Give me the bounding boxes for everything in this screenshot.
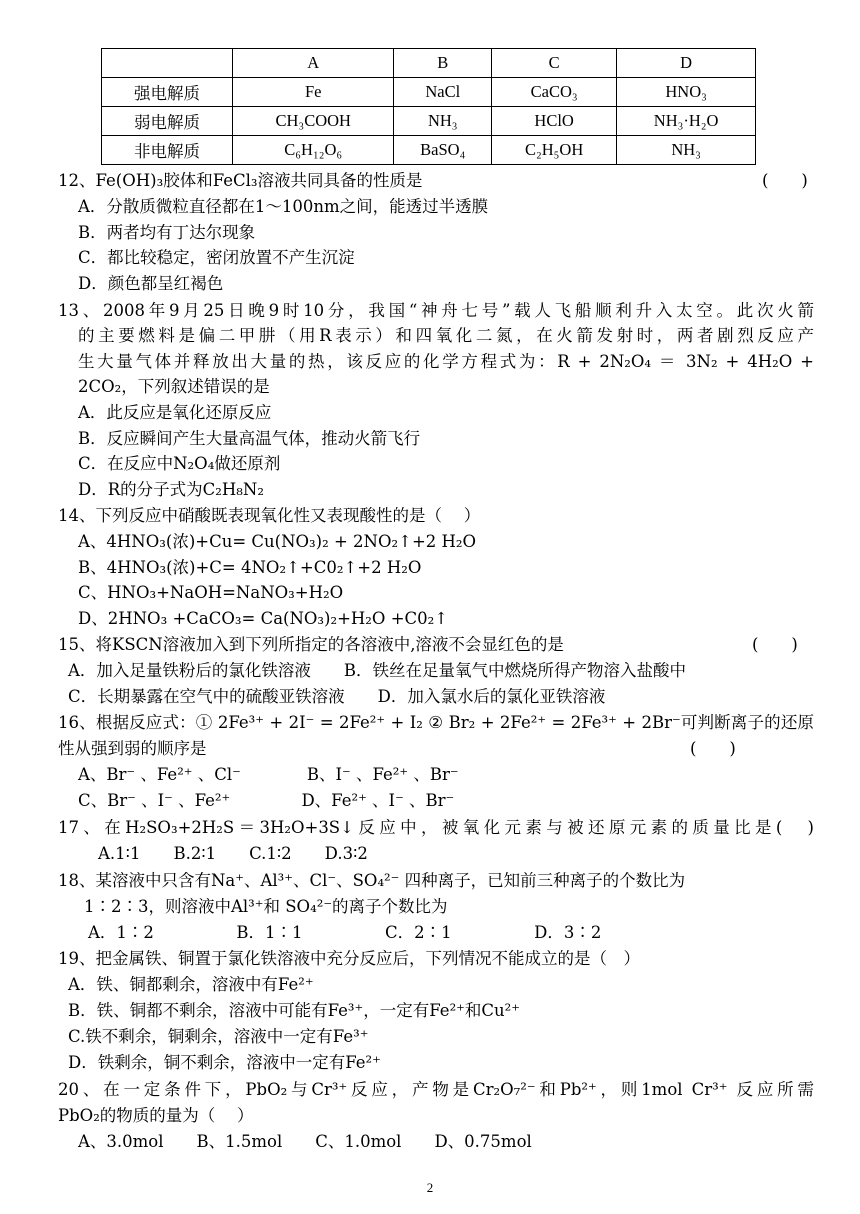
table-cell: C₆H₁₂O₆ [233, 136, 394, 165]
page-number: 2 [426, 1180, 434, 1195]
option-line: A．铁、铜都剩余，溶液中有Fe²⁺ [68, 975, 314, 994]
table-row [102, 107, 756, 136]
option-line: D．R的分子式为C₂H₈N₂ [78, 480, 264, 499]
option-line: A．1∶2 B．1∶1 C．2∶1 D．3∶2 [88, 923, 602, 942]
table-cell: CH₃COOH [233, 107, 394, 136]
question-14-stem: 14、下列反应中硝酸既表现氧化性又表现酸性的是（ ） [58, 506, 481, 525]
table-row-label: 强电解质 [102, 78, 233, 107]
option-line: C．长期暴露在空气中的硫酸亚铁溶液 D．加入氯水后的氯化亚铁溶液 [68, 687, 606, 706]
question-text-line: 1∶2∶3，则溶液中Al³⁺和 SO₄²⁻的离子个数比为 [84, 897, 448, 916]
table-header-cell: A [233, 49, 394, 78]
question-19-stem: 19、把金属铁、铜置于氯化铁溶液中充分反应后，下列情况不能成立的是（ ） [58, 949, 640, 968]
option-line: A.1∶1 B.2∶1 C.1∶2 D.3∶2 [98, 844, 368, 863]
table-cell: BaSO₄ [394, 136, 492, 165]
option-line: C.铁不剩余，铜剩余，溶液中一定有Fe³⁺ [68, 1027, 369, 1046]
question-text-line: 性从强到弱的顺序是 [58, 739, 207, 758]
table-cell: NH₃ [617, 136, 756, 165]
question-13-stem: 13、2008年9月25日晚9时10分，我国“神舟七号”载人飞船顺利升入太空。此次火箭 [58, 301, 814, 320]
table-row [102, 78, 756, 107]
table-header-cell: B [394, 49, 492, 78]
table-cell: HClO [492, 107, 617, 136]
answer-paren: ( ) [690, 739, 736, 758]
option-line: D．颜色都呈红褐色 [78, 274, 224, 293]
table-row-label: 弱电解质 [102, 107, 233, 136]
option-line: B、4HNO₃(浓)+C= 4NO₂↑+C0₂↑+2 H₂O [78, 558, 422, 577]
table-cell: HNO₃ [617, 78, 756, 107]
option-line: A、3.0mol B、1.5mol C、1.0mol D、0.75mol [78, 1132, 532, 1151]
table-row-label: 非电解质 [102, 136, 233, 165]
question-17-stem: 17、在H₂SO₃+2H₂S＝3H₂O+3S↓反应中，被氧化元素与被还原元素的质量比是( ) [58, 818, 814, 837]
question-15-stem: 15、将KSCN溶液加入到下列所指定的各溶液中,溶液不会显红色的是 [58, 635, 564, 654]
question-20-stem: 20、在一定条件下，PbO₂与Cr³⁺反应，产物是Cr₂O₇²⁻和Pb²⁺，则1mol Cr³⁺ 反应所需 [58, 1080, 814, 1099]
question-12-stem: 12、Fe(OH)₃胶体和FeCl₃溶液共同具备的性质是 [58, 171, 423, 190]
option-line: A．此反应是氧化还原反应 [78, 403, 272, 422]
option-line: B．两者均有丁达尔现象 [78, 223, 256, 242]
table-cell: NH₃·H₂O [617, 107, 756, 136]
table-header-row [102, 49, 756, 78]
option-line: D、2HNO₃ +CaCO₃= Ca(NO₃)₂+H₂O +C0₂↑ [78, 609, 449, 628]
table-cell: NH₃ [394, 107, 492, 136]
option-line: A、4HNO₃(浓)+Cu= Cu(NO₃)₂ + 2NO₂↑+2 H₂O [78, 532, 477, 551]
table-cell: C₂H₅OH [492, 136, 617, 165]
question-18-stem: 18、某溶液中只含有Na⁺、Al³⁺、Cl⁻、SO₄²⁻ 四种离子，已知前三种离子的个数比为 [58, 871, 686, 890]
question-16-stem: 16、根据反应式：① 2Fe³⁺ + 2I⁻ = 2Fe²⁺ + I₂ ② Br₂ + 2Fe²⁺ = 2Fe³⁺ + 2Br⁻可判断离子的还原 [58, 713, 814, 732]
answer-paren: ( ) [762, 171, 808, 190]
table-cell: Fe [233, 78, 394, 107]
option-line: C．都比较稳定，密闭放置不产生沉淀 [78, 248, 355, 267]
table-cell: CaCO₃ [492, 78, 617, 107]
table-cell [102, 49, 233, 78]
option-line: B．铁、铜都不剩余，溶液中可能有Fe³⁺，一定有Fe²⁺和Cu²⁺ [68, 1001, 520, 1020]
table-header-cell: C [492, 49, 617, 78]
electrolyte-table [101, 48, 756, 165]
answer-paren: ( ) [752, 635, 798, 654]
option-line: C．在反应中N₂O₄做还原剂 [78, 454, 281, 473]
option-line: C、HNO₃+NaOH=NaNO₃+H₂O [78, 583, 344, 602]
option-line: A．加入足量铁粉后的氯化铁溶液 B．铁丝在足量氧气中燃烧所得产物溶入盐酸中 [68, 661, 687, 680]
option-line: C、Br⁻ 、I⁻ 、Fe²⁺ D、Fe²⁺ 、I⁻ 、Br⁻ [78, 791, 455, 810]
option-line: A、Br⁻ 、Fe²⁺ 、Cl⁻ B、I⁻ 、Fe²⁺ 、Br⁻ [78, 765, 459, 784]
question-text-line: 2CO₂，下列叙述错误的是 [78, 377, 270, 396]
table-row [102, 136, 756, 165]
question-text-line: PbO₂的物质的量为（ ） [58, 1106, 254, 1125]
question-text-line: 的主要燃料是偏二甲肼（用R表示）和四氧化二氮，在火箭发射时，两者剧烈反应产 [78, 326, 814, 345]
question-text-line: 生大量气体并释放出大量的热，该反应的化学方程式为：R + 2N₂O₄ ＝ 3N₂ + 4H₂O + [78, 352, 814, 371]
table-header-cell: D [617, 49, 756, 78]
option-line: A．分散质微粒直径都在1～100nm之间，能透过半透膜 [78, 197, 489, 216]
table-cell: NaCl [394, 78, 492, 107]
option-line: B．反应瞬间产生大量高温气体，推动火箭飞行 [78, 429, 421, 448]
option-line: D．铁剩余，铜不剩余，溶液中一定有Fe²⁺ [68, 1053, 381, 1072]
